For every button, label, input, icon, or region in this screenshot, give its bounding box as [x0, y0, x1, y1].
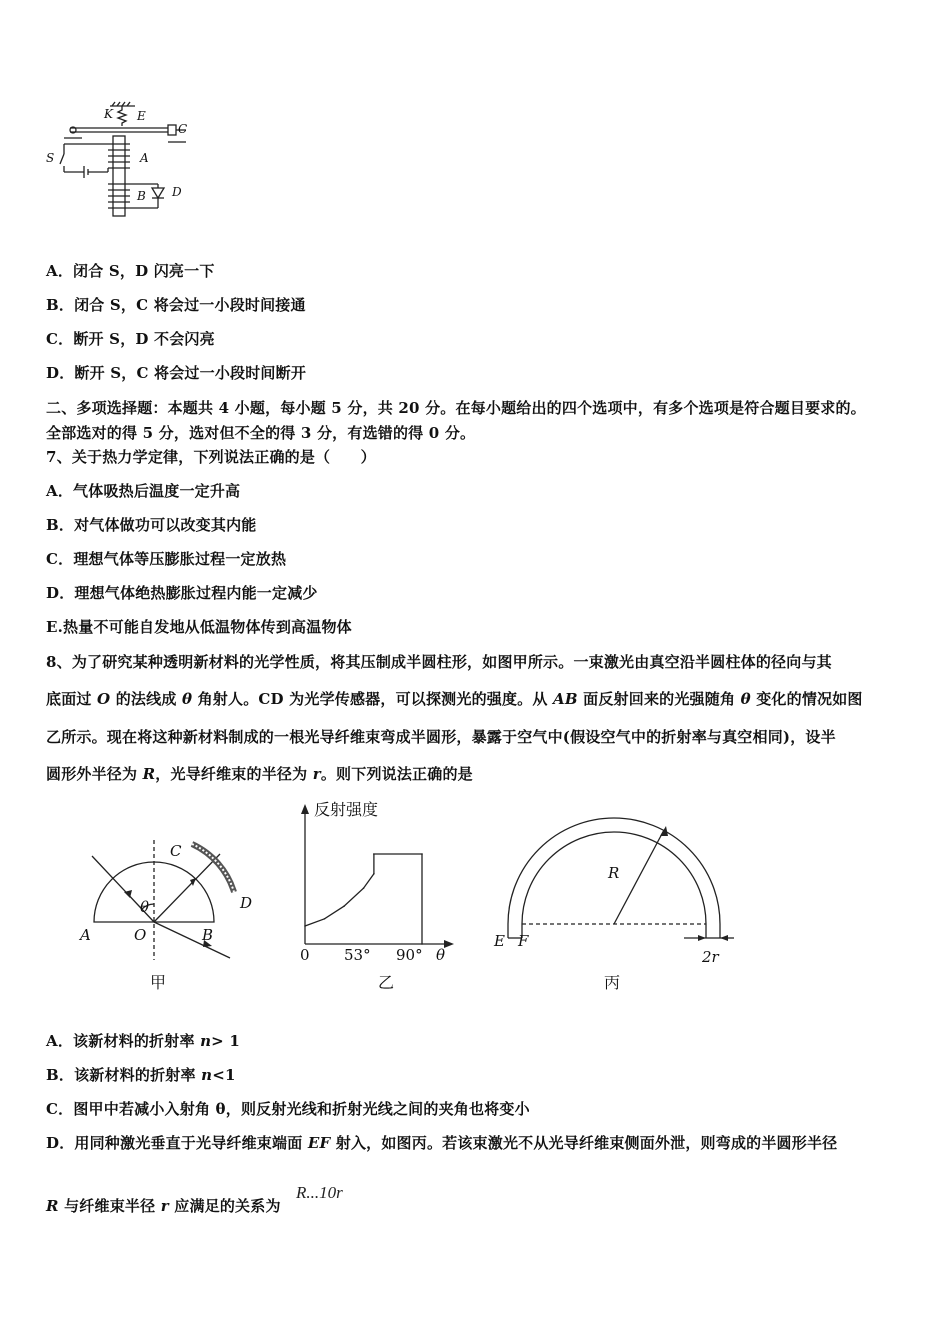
q7-option-e: E.热量不可能自发地从低温物体传到高温物体	[46, 618, 352, 636]
q6-option-c: C．断开 S，D 不会闪亮	[46, 330, 215, 348]
q7-option-b: B．对气体做功可以改变其内能	[46, 516, 257, 534]
figure-jia-half-cylinder	[72, 830, 272, 1000]
label-k: K	[104, 107, 113, 121]
label-d: D	[172, 185, 182, 199]
q6-option-b: B．闭合 S，C 将会过一小段时间接通	[46, 296, 306, 314]
label-a: A	[140, 151, 149, 165]
yi-tick-0: 0	[300, 946, 310, 964]
jia-label-a: A	[80, 926, 91, 944]
label-c: C	[178, 122, 188, 136]
bing-label-e: E	[494, 932, 505, 950]
yi-axis-ylabel: 反射强度	[314, 800, 379, 819]
q8-option-d-line2: R 与纤维束半径 r 应满足的关系为	[46, 1197, 281, 1215]
relay-circuit-figure	[40, 98, 200, 228]
figure-yi-intensity-chart	[290, 798, 460, 998]
label-e: E	[137, 109, 146, 123]
jia-label-theta: θ	[140, 898, 150, 916]
bing-caption: 丙	[604, 973, 621, 992]
yi-y-axis-arrow	[301, 804, 309, 814]
yi-data-point	[343, 905, 345, 907]
label-s: S	[46, 151, 55, 165]
yi-data-point	[373, 873, 375, 875]
q8-stem-line4: 圆形外半径为 R，光导纤维束的半径为 r。则下列说法正确的是	[46, 765, 473, 783]
bing-label-r: R	[608, 864, 620, 882]
q6-option-a: A．闭合 S，D 闪亮一下	[46, 262, 215, 280]
jia-label-d: D	[240, 894, 253, 912]
yi-x-axis-arrow	[444, 940, 454, 948]
yi-data-point	[304, 925, 306, 927]
q6-option-d: D．断开 S，C 将会过一小段时间断开	[46, 364, 307, 382]
q8-option-d-formula: R...10r	[296, 1183, 343, 1202]
bing-label-f: F	[518, 932, 529, 950]
jia-label-o: O	[134, 926, 147, 944]
section2-instructions-line2: 全部选对的得 5 分，选对但不全的得 3 分，有选错的得 0 分。	[46, 424, 476, 442]
label-b: B	[137, 189, 146, 203]
q8-option-c: C．图甲中若减小入射角 θ，则反射光线和折射光线之间的夹角也将变小	[46, 1100, 530, 1118]
yi-caption: 乙	[378, 973, 395, 992]
q7-option-d: D．理想气体绝热膨胀过程内能一定减少	[46, 584, 318, 602]
jia-label-b: B	[202, 926, 214, 944]
jia-label-c: C	[170, 842, 182, 860]
q7-option-c: C．理想气体等压膨胀过程一定放热	[46, 550, 287, 568]
yi-data-point	[363, 887, 365, 889]
yi-data-point	[421, 853, 423, 855]
q8-stem-line3: 乙所示。现在将这种新材料制成的一根光导纤维束弯成半圆形，暴露于空气中(假设空气中的折射率与真空相同)，设半	[46, 728, 836, 746]
q8-stem-line2: 底面过 O 的法线成 θ 角射人。CD 为光学传感器，可以探测光的强度。从 AB 面反射回来的光强随角 θ 变化的情况如图	[46, 690, 863, 708]
bing-label-2r: 2r	[702, 948, 719, 966]
section2-instructions-line1: 二、多项选择题：本题共 4 小题，每小题 5 分，共 20 分。在每小题给出的四个选项中，有多个选项是符合题目要求的。	[46, 399, 866, 417]
yi-series-line	[305, 854, 422, 944]
q7-option-a: A．气体吸热后温度一定升高	[46, 482, 241, 500]
q7-stem: 7、关于热力学定律，下列说法正确的是（ ）	[46, 448, 376, 466]
q8-option-b: B．该新材料的折射率 n<1	[46, 1066, 236, 1084]
q8-option-a: A．该新材料的折射率 n> 1	[46, 1032, 240, 1050]
yi-axis-xlabel: θ	[436, 946, 446, 964]
figure-bing-fiber	[488, 812, 748, 998]
yi-data-point	[373, 853, 375, 855]
yi-data-point	[421, 943, 423, 945]
jia-caption: 甲	[150, 973, 167, 992]
yi-tick-90: 90°	[396, 946, 423, 964]
yi-tick-53: 53°	[344, 946, 371, 964]
yi-data-point	[324, 918, 326, 920]
q8-stem-line1: 8、为了研究某种透明新材料的光学性质，将其压制成半圆柱形，如图甲所示。一束激光由真空沿半圆柱体的径向与其	[46, 653, 832, 671]
q8-option-d-line1: D．用同种激光垂直于光导纤维束端面 EF 射入，如图丙。若该束激光不从光导纤维束侧面外泄，则弯成的半圆形半径	[46, 1134, 838, 1152]
